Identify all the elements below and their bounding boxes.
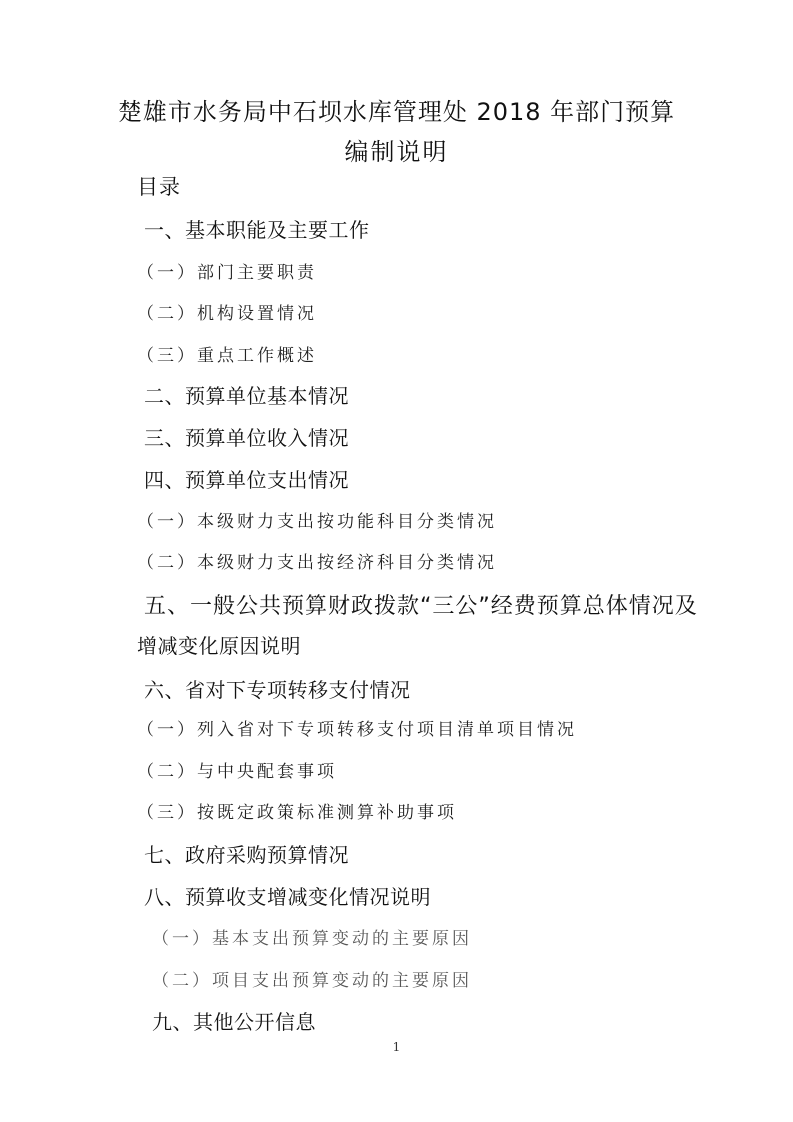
- toc-item-section-2: 二、预算单位基本情况: [144, 384, 349, 408]
- toc-item-1-3: （三）重点工作概述: [137, 346, 317, 366]
- toc-item-6-1: （一）列入省对下专项转移支付项目清单项目情况: [137, 720, 577, 740]
- toc-item-section-5-cont: 增减变化原因说明: [137, 634, 301, 658]
- toc-item-section-8: 八、预算收支增减变化情况说明: [144, 885, 431, 909]
- toc-item-section-1: 一、基本职能及主要工作: [144, 218, 370, 242]
- toc-item-1-1: （一）部门主要职责: [137, 263, 317, 283]
- toc-item-section-3: 三、预算单位收入情况: [144, 426, 349, 450]
- toc-item-6-3: （三）按既定政策标准测算补助事项: [137, 803, 457, 823]
- toc-heading: 目录: [137, 175, 181, 199]
- toc-item-1-2: （二）机构设置情况: [137, 304, 317, 324]
- toc-item-section-7: 七、政府采购预算情况: [144, 843, 349, 867]
- toc-item-4-2: （二）本级财力支出按经济科目分类情况: [137, 553, 497, 573]
- toc-item-8-2: （二）项目支出预算变动的主要原因: [152, 971, 472, 991]
- toc-item-section-6: 六、省对下专项转移支付情况: [144, 678, 411, 702]
- page-number: 1: [392, 1040, 401, 1054]
- document-title-line2: 编制说明: [344, 138, 449, 166]
- document-title-line1: 楚雄市水务局中石坝水库管理处 2018 年部门预算: [117, 98, 676, 126]
- toc-item-section-4: 四、预算单位支出情况: [144, 468, 349, 492]
- toc-item-8-1: （一）基本支出预算变动的主要原因: [152, 929, 472, 949]
- toc-item-4-1: （一）本级财力支出按功能科目分类情况: [137, 512, 497, 532]
- toc-item-6-2: （二）与中央配套事项: [137, 762, 337, 782]
- toc-item-section-9: 九、其他公开信息: [152, 1010, 316, 1034]
- toc-item-section-5: 五、一般公共预算财政拨款“三公”经费预算总体情况及: [144, 594, 698, 619]
